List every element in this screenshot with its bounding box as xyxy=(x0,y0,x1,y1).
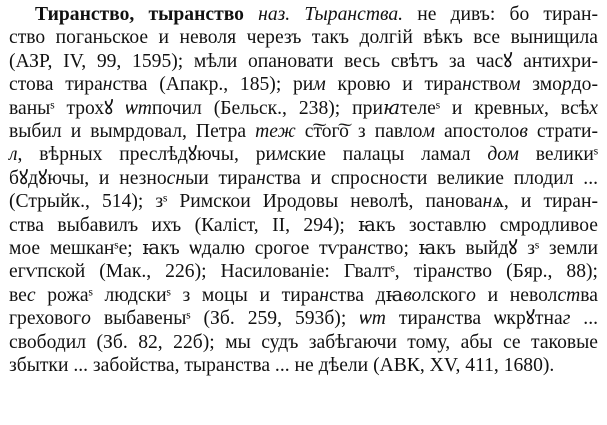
italic-text: м xyxy=(313,74,326,96)
text-segment: , вѣрных преслѣдꙋючы, ри xyxy=(17,144,276,166)
italic-text: н xyxy=(446,261,456,283)
italic-text: во xyxy=(403,284,422,306)
text-segment: до- xyxy=(571,74,598,96)
headword: Тиранство, тыранство xyxy=(35,4,244,25)
text-segment: (Стрыйк., 514); зˢ Римскои Иродовы неволѣ, панова xyxy=(9,191,483,213)
italic-text: н xyxy=(102,74,113,96)
text-segment: телеˢ и кревны xyxy=(400,97,536,119)
text-segment: ... xyxy=(570,308,598,330)
entry-line xyxy=(9,50,598,73)
text-segment: греховог xyxy=(9,308,82,330)
italic-text: н xyxy=(357,238,368,260)
text-segment: ские палацы ламал xyxy=(288,144,488,166)
italic-text: м xyxy=(506,144,519,166)
text-segment: выбил и вымрдовал, Петра xyxy=(9,121,256,143)
italic-text: в xyxy=(519,121,528,143)
text-segment: лског xyxy=(421,284,467,306)
text-segment: свободил (Зб. 82, 22б); мы судъ забѣгаючи тому, абы се таковые xyxy=(9,331,598,353)
entry-line xyxy=(9,354,598,377)
text-segment: ство поганьское и неволя черезъ такъ долгій вѣкъ все вынищила xyxy=(9,27,598,49)
text-segment: с͠тог͠о з павло xyxy=(295,121,423,143)
text-segment: ство; ꙗкъ выйдꙋ зˢ земли xyxy=(367,238,598,260)
italic-text: х xyxy=(535,97,544,119)
text-segment: ѧ, и тиран- xyxy=(492,191,598,213)
italic-text: теж xyxy=(255,121,296,143)
entry-line xyxy=(9,331,598,354)
text-segment: ваны xyxy=(9,97,51,119)
text-segment: егѵпской (Мак., 226); Насилованіе: Гвалтˢ, тіра xyxy=(9,261,447,283)
italic-text: сн xyxy=(166,167,186,189)
italic-text: ѡт xyxy=(359,308,386,330)
italic-text: х xyxy=(589,97,598,119)
italic-text: наз. Тыранства. xyxy=(258,4,404,25)
text-segment: почил (Бельск., 238); при xyxy=(151,97,383,119)
text-segment: ыи тира xyxy=(185,167,257,189)
italic-text: н xyxy=(482,191,493,213)
italic-text: с xyxy=(26,284,36,306)
entry-line xyxy=(9,307,598,330)
italic-text: ѡт xyxy=(125,97,152,119)
text-segment: ства и спросности великие плодил ... xyxy=(265,167,598,189)
italic-text: м xyxy=(422,121,435,143)
entry-line xyxy=(9,3,598,26)
italic-text: н xyxy=(319,284,329,306)
italic-text: н xyxy=(436,308,447,330)
italic-text: г xyxy=(562,308,571,330)
entry-line xyxy=(9,97,598,120)
entry-line xyxy=(9,284,598,307)
text-segment: (АЗР, IV, 99, 1595); мѣли опановати весь свѣтъ за часꙋ антихри- xyxy=(9,50,598,72)
text-segment: страти- xyxy=(527,121,598,143)
text-segment: и невол xyxy=(475,284,558,306)
entry-line xyxy=(9,190,598,213)
text-segment: рожаˢ людскиˢ з моцы и тира xyxy=(35,284,320,306)
text-segment: стова тира xyxy=(9,74,103,96)
text-segment: ства выбавилъ ихъ (Каліст, II, 294); ꙗкъ зоставлю смродливое xyxy=(9,214,598,236)
italic-text: р xyxy=(561,74,572,96)
text-segment: ве xyxy=(9,284,27,306)
text-segment: ство xyxy=(471,74,508,96)
entry-line xyxy=(9,26,598,49)
text-segment: змо xyxy=(520,74,562,96)
italic-text: ꙗ xyxy=(382,97,401,119)
text-segment: выбавеныˢ (Зб. 259, 593б); xyxy=(90,308,360,330)
text-segment: мое мешканˢе; ꙗкъ ѡдалю срогое тѵра xyxy=(9,238,358,260)
entry-line xyxy=(9,120,598,143)
italic-text: м xyxy=(507,74,521,96)
entry-line xyxy=(9,143,598,166)
italic-text: о xyxy=(81,308,91,330)
entry-line xyxy=(9,237,598,260)
text-segment: ства дꙗ xyxy=(328,284,404,306)
text-segment: апостоло xyxy=(434,121,520,143)
text-segment xyxy=(244,4,258,25)
text-segment: ство (Бяр., 88); xyxy=(455,261,598,283)
text-segment: тира xyxy=(385,308,437,330)
entry-line xyxy=(9,167,598,190)
text-segment: не дивъ: бо тиран- xyxy=(403,4,598,25)
entry-line xyxy=(9,260,598,283)
italic-text: ст xyxy=(557,284,581,306)
text-segment: ˢ xyxy=(50,97,55,119)
italic-text: до xyxy=(487,144,507,166)
italic-text: н xyxy=(256,167,266,189)
italic-text: м xyxy=(276,144,289,166)
text-segment: кровю и тира xyxy=(325,74,463,96)
italic-text: н xyxy=(462,74,472,96)
text-segment: ства ѡкрꙋтна xyxy=(446,308,563,330)
text-segment: ва xyxy=(580,284,598,306)
entry-line xyxy=(9,73,598,96)
text-segment: бꙋдꙋючы, и незно xyxy=(9,167,167,189)
text-segment: , всѣ xyxy=(543,97,590,119)
text-segment: великиˢ xyxy=(518,144,598,166)
text-segment: трохꙋ xyxy=(54,97,126,119)
italic-text: о xyxy=(466,284,476,306)
italic-text: л xyxy=(9,144,18,166)
text-segment: ства (Апакр., 185); ри xyxy=(112,74,314,96)
entry-line xyxy=(9,214,598,237)
text-segment: збытки ... забойства, тыранства ... не дѣели (АВК, XV, 411, 1680). xyxy=(9,355,555,377)
